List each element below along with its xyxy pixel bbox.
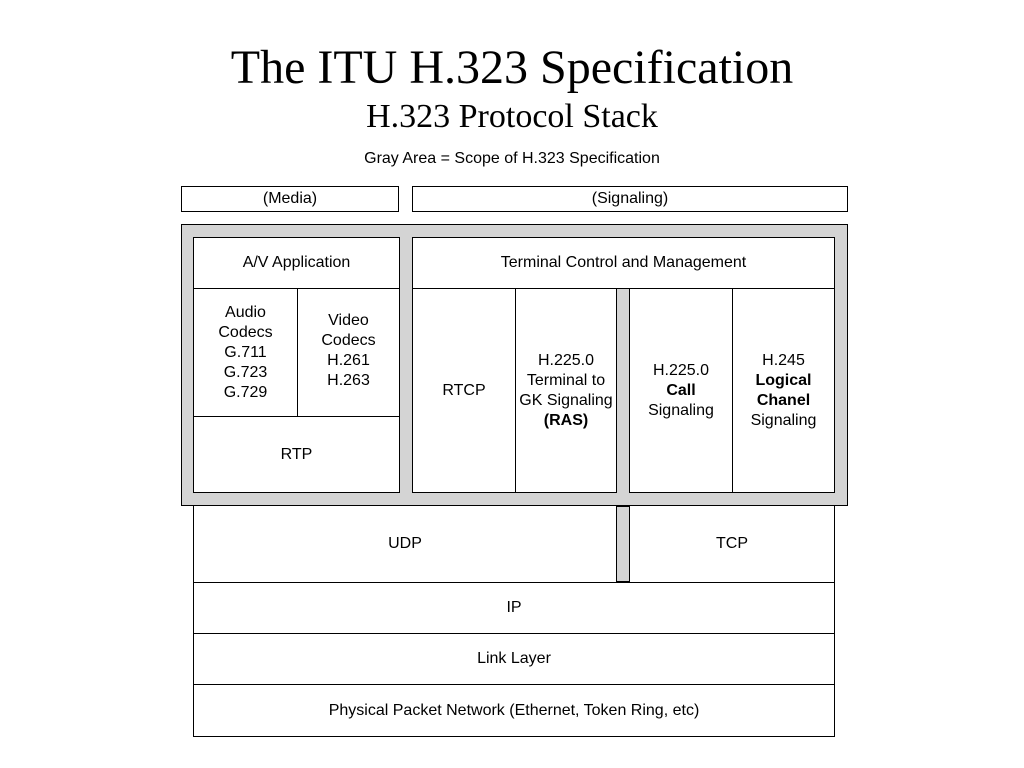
video-codecs-line: H.263 (327, 372, 370, 389)
av-application-label: A/V Application (242, 254, 351, 271)
h245-box (732, 288, 835, 493)
ras-box (515, 288, 617, 493)
udp-tcp-gap (616, 506, 630, 582)
link-layer-label: Link Layer (477, 650, 551, 667)
video-codecs-box (297, 288, 400, 417)
ip-box (193, 582, 835, 634)
link-layer-box (193, 633, 835, 685)
video-codecs-line: H.261 (327, 352, 370, 369)
page-subtitle: H.323 Protocol Stack (366, 98, 658, 135)
rtp-label: RTP (280, 445, 313, 463)
media-header (181, 186, 399, 212)
tcp-label: TCP (716, 535, 748, 552)
media-header-label: (Media) (262, 190, 318, 207)
call-signaling-line: Signaling (648, 401, 714, 419)
physical-network-label: Physical Packet Network (Ethernet, Token Ring, etc) (328, 701, 700, 719)
terminal-control-label: Terminal Control and Management (500, 254, 747, 271)
call-signaling-box (629, 288, 733, 493)
h245-line: Signaling (750, 411, 817, 429)
ip-label: IP (506, 599, 522, 616)
diagram-caption: Gray Area = Scope of H.323 Specification (364, 150, 660, 167)
h245-line: H.245 (762, 351, 805, 369)
signaling-header-label: (Signaling) (591, 190, 669, 207)
audio-codecs-line: Audio (225, 303, 266, 321)
rtcp-label: RTCP (442, 381, 486, 399)
ras-line: Terminal to (526, 371, 606, 389)
call-signaling-line: H.225.0 (652, 361, 710, 379)
h245-line: Logical (755, 371, 812, 389)
page-title: The ITU H.323 Specification (230, 41, 794, 94)
udp-label: UDP (388, 535, 422, 552)
audio-codecs-line: G.711 (224, 343, 267, 361)
udp-box (193, 505, 617, 583)
ras-line: GK Signaling (519, 391, 613, 409)
rtp-box (193, 416, 400, 493)
physical-network-box (193, 684, 835, 737)
signaling-header (412, 186, 848, 212)
audio-codecs-line: G.723 (223, 363, 268, 381)
call-signaling-line: Call (666, 381, 696, 399)
video-codecs-line: Video (328, 312, 369, 329)
rtcp-box (412, 288, 516, 493)
tcp-box (629, 505, 835, 583)
terminal-control-box (412, 237, 835, 289)
video-codecs-line: Codecs (321, 332, 376, 349)
ras-line: H.225.0 (537, 351, 595, 369)
h245-line: Chanel (756, 391, 811, 409)
audio-codecs-box (193, 288, 298, 417)
audio-codecs-line: Codecs (218, 323, 273, 341)
ras-line: (RAS) (543, 411, 589, 429)
av-application-box (193, 237, 400, 289)
audio-codecs-line: G.729 (223, 383, 268, 401)
